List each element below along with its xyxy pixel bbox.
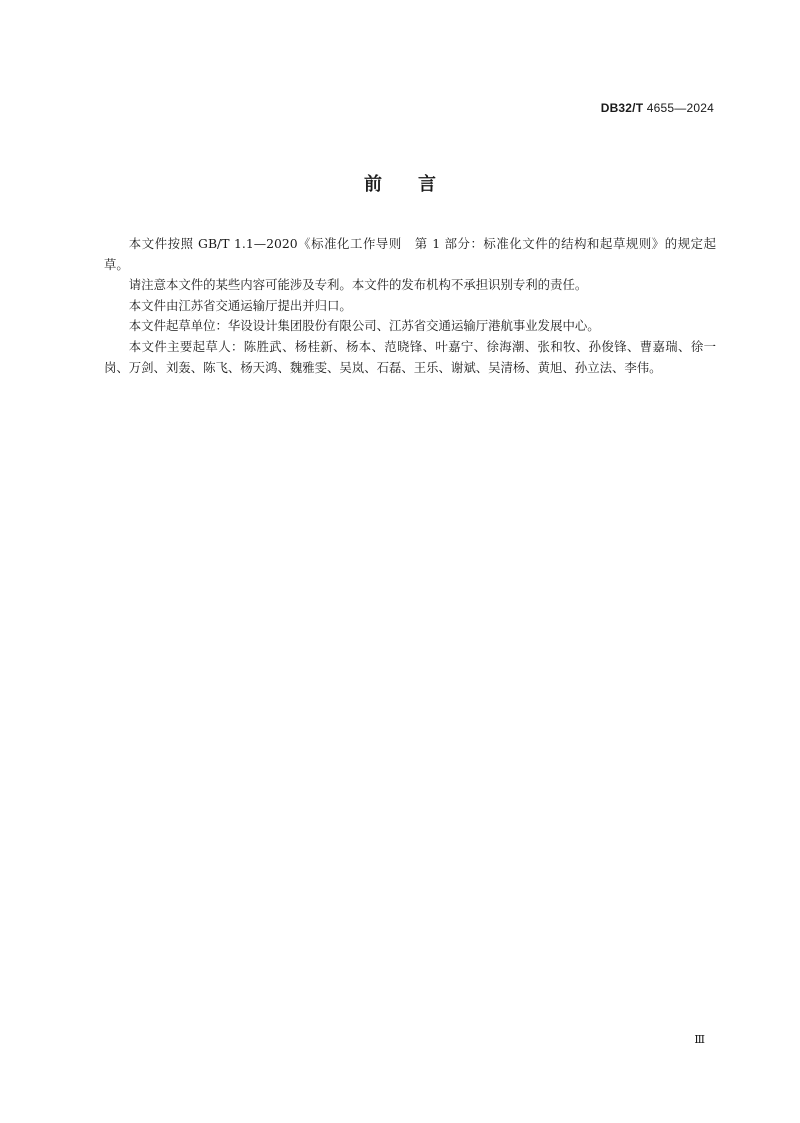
paragraph-drafting-rules: 本文件按照 GB/T 1.1—2020《标准化工作导则 第 1 部分：标准化文件的结构和起草规则》的规定起草。 xyxy=(104,236,716,272)
standard-code xyxy=(601,101,714,115)
standard-prefix: DB32/T xyxy=(600,101,644,115)
paragraph-patent-notice: 请注意本文件的某些内容可能涉及专利。本文件的发布机构不承担识别专利的责任。 xyxy=(128,277,588,293)
paragraph-drafting-units: 本文件起草单位：华设设计集团股份有限公司、江苏省交通运输厅港航事业发展中心。 xyxy=(128,318,600,334)
page-title: 前言 xyxy=(364,174,472,195)
document-body xyxy=(104,234,716,378)
page-number: Ⅲ xyxy=(694,1033,705,1046)
paragraph-proposer: 本文件由江苏省交通运输厅提出并归口。 xyxy=(128,297,352,313)
paragraph-drafters: 本文件主要起草人：陈胜武、杨桂新、杨本、范晓锋、叶嘉宁、徐海潮、张和牧、孙俊锋、曹嘉瑞、徐一岗、万剑、刘轰、陈飞、杨天鸿、魏雅雯、吴岚、石磊、王乐、谢斌、吴清杨、黄旭、孙立法、李伟。 xyxy=(104,338,716,375)
standard-number: 4655—2024 xyxy=(646,101,714,115)
